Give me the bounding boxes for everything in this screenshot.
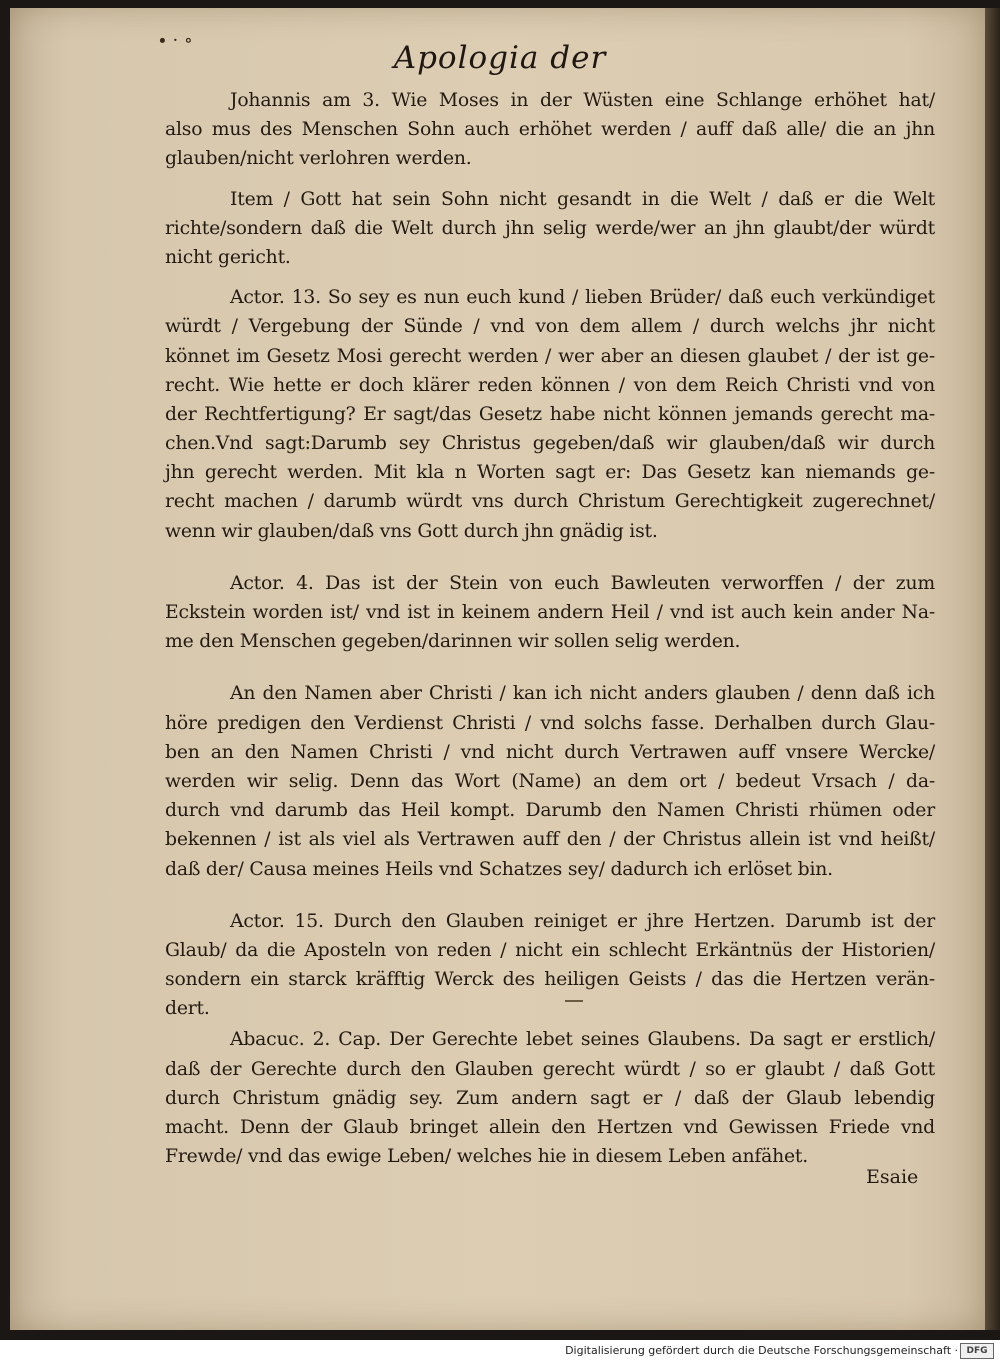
text-line: Actor. 13. So sey es nun euch kund / lieben Brüder/ daß euch verkündiget — [230, 287, 935, 309]
paragraph — [165, 679, 935, 883]
text-line: wenn wir glauben/daß vns Gott durch jhn gnädig ist. — [165, 520, 658, 542]
text-line: der Rechtfertigung? Er sagt/das Gesetz habe nicht können jemands gerecht ma- — [165, 403, 935, 425]
dfg-logo: DFG — [960, 1343, 994, 1359]
text-line: ben an den Namen Christi / vnd nicht durch Vertrawen auff vnsere Wercke/ — [165, 741, 935, 763]
text-line: glauben/nicht verlohren werden. — [165, 148, 472, 170]
text-line: könnet im Gesetz Mosi gerecht werden / wer aber an diesen glaubet / der ist ge- — [165, 345, 935, 367]
text-line: An den Namen aber Christi / kan ich nicht anders glauben / denn daß ich — [230, 683, 935, 705]
text-line: chen.Vnd sagt:Darumb sey Christus gegeben/daß wir glauben/daß wir durch — [165, 433, 935, 455]
paragraph — [165, 1025, 935, 1171]
text-line: sondern ein starck kräfftig Werck des heiligen Geists / das die Hertzen verän- — [165, 969, 935, 991]
text-line: nicht gericht. — [165, 246, 291, 268]
corner-mark: ∙ · ∘ — [158, 30, 193, 51]
text-line: daß der/ Causa meines Heils vnd Schatzes sey/ dadurch ich erlöset bin. — [165, 858, 833, 880]
text-line: richte/sondern daß die Welt durch jhn selig werde/wer an jhn glaubt/der würdt — [165, 217, 935, 239]
text-line: Actor. 4. Das ist der Stein von euch Bawleuten verworffen / der zum — [230, 572, 935, 594]
text-line: me den Menschen gegeben/darinnen wir sollen selig werden. — [165, 631, 741, 653]
paragraph — [165, 283, 935, 546]
page-edge — [985, 8, 1000, 1330]
paragraph — [165, 907, 935, 1024]
running-head: Apologia der — [393, 40, 607, 76]
text-line: also mus des Menschen Sohn auch erhöhet werden / auff daß alle/ die an jhn — [165, 119, 935, 141]
text-line: Item / Gott hat sein Sohn nicht gesandt in die Welt / daß er die Welt — [230, 188, 935, 210]
text-line: werden wir selig. Denn das Wort (Name) an dem ort / bedeut Vrsach / da- — [165, 770, 935, 792]
text-line: recht. Wie hette er doch klärer reden können / von dem Reich Christi vnd von — [165, 374, 935, 396]
paragraph — [165, 86, 935, 174]
text-line: Eckstein worden ist/ vnd ist in keinem andern Heil / vnd ist auch kein ander Na- — [165, 602, 935, 623]
text-line: daß der Gerechte durch den Glauben gerecht würdt / so er glaubt / daß Gott — [165, 1058, 935, 1080]
text-line: recht machen / darumb würdt vns durch Christum Gerechtigkeit zugerechnet/ — [165, 491, 935, 513]
body-text — [165, 86, 935, 1182]
text-line: Johannis am 3. Wie Moses in der Wüsten eine Schlange erhöhet hat/ — [230, 90, 935, 111]
text-line: Abacuc. 2. Cap. Der Gerechte lebet seines Glaubens. Da sagt er erstlich/ — [230, 1029, 935, 1051]
catchword: Esaie — [866, 1166, 919, 1188]
text-line: dert. — [165, 998, 210, 1020]
digitization-footer — [0, 1341, 1000, 1361]
text-line: höre predigen den Verdienst Christi / vnd solchs fasse. Derhalben durch Glau- — [165, 712, 935, 734]
text-line: würdt / Vergebung der Sünde / vnd von dem allem / durch welchs jhr nicht — [165, 316, 935, 338]
text-line: Frewde/ vnd das ewige Leben/ welches hie in diesem Leben anfähet. — [165, 1146, 809, 1168]
text-line: durch vnd darumb das Heil kompt. Darumb den Namen Christi rhümen oder — [165, 800, 935, 822]
paragraph — [165, 569, 935, 657]
funding-credit: Digitalisierung gefördert durch die Deutsche Forschungsgemeinschaft · — [565, 1344, 958, 1357]
ink-mark — [565, 1000, 583, 1002]
paragraph — [165, 185, 935, 273]
text-line: jhn gerecht werden. Mit kla n Worten sagt er: Das Gesetz kan niemands ge- — [165, 462, 935, 484]
text-line: macht. Denn der Glaub bringet allein den Hertzen vnd Gewissen Friede vnd — [165, 1117, 935, 1138]
text-line: durch Christum gnädig sey. Zum andern sagt er / daß der Glaub lebendig — [165, 1087, 935, 1109]
text-line: Glaub/ da die Aposteln von reden / nicht ein schlecht Erkäntnüs der Historien/ — [165, 939, 935, 961]
text-line: Actor. 15. Durch den Glauben reiniget er jhre Hertzen. Darumb ist der — [230, 910, 935, 932]
text-line: bekennen / ist als viel als Vertrawen auff den / der Christus allein ist vnd heißt/ — [165, 829, 935, 851]
